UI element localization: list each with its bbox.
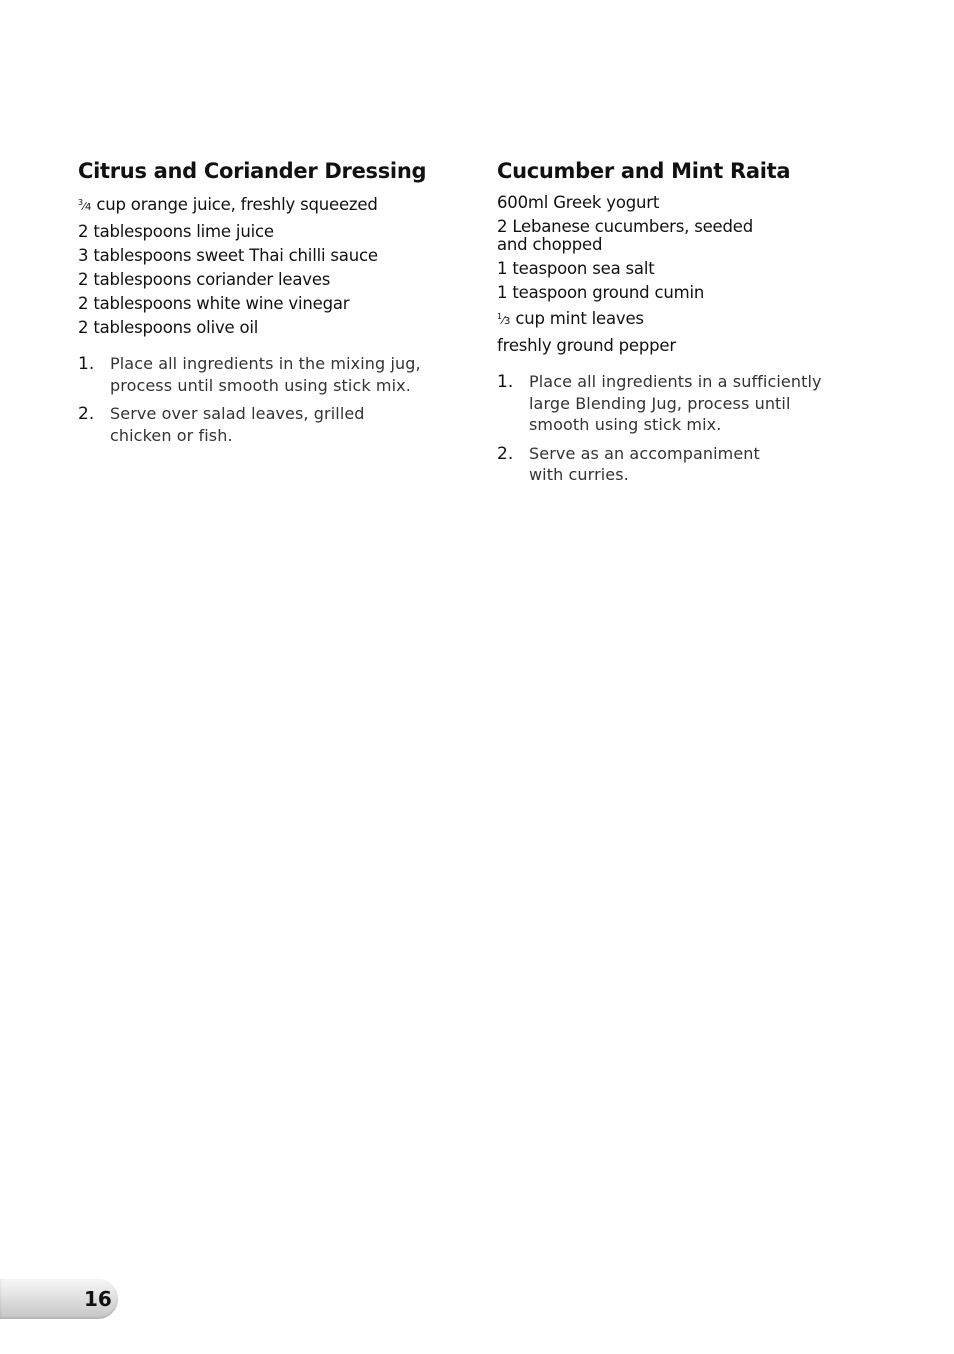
ingredient-item [78,194,468,217]
fraction-numerator: 1 [497,312,503,321]
ingredient-text: cup mint leaves [515,309,644,328]
ingredient-item [497,260,877,278]
ingredient-text: 1 teaspoon ground cumin [497,283,705,302]
ingredient-text: 3 tablespoons sweet Thai chilli sauce [78,246,378,265]
step-text: Place all ingredients in the mixing jug, process until smooth using stick mix. [110,354,421,395]
step-text: Place all ingredients in a sufficiently large Blending Jug, process until smooth using stick mix. [529,372,822,434]
step-text: Serve over salad leaves, grilled chicken or fish. [110,404,365,445]
step-text: Serve as an accompaniment with curries. [529,443,760,484]
step-number: 1. [497,372,514,392]
ingredient-text: 600ml Greek yogurt [497,193,660,212]
ingredient-item [78,271,468,289]
ingredient-text: 2 tablespoons white wine vinegar [78,294,350,313]
ingredient-text: 2 tablespoons olive oil [78,318,259,337]
method-step [497,371,877,436]
ingredient-list [497,194,877,355]
ingredient-item [78,295,468,313]
method-steps [497,371,877,486]
method-steps [78,353,468,446]
ingredient-item [497,218,877,254]
ingredient-list [78,194,468,337]
step-number: 2. [78,404,95,424]
fraction: $^1$⁄3 [497,312,511,327]
method-step [497,443,877,486]
fraction-numerator: 3 [78,198,84,207]
method-step [78,403,468,446]
ingredient-item [78,223,468,241]
ingredient-text: 2 tablespoons coriander leaves [78,270,331,289]
ingredient-item [497,337,877,355]
ingredient-text: 2 tablespoons lime juice [78,222,274,241]
ingredient-item [497,194,877,212]
step-number: 1. [78,354,95,374]
step-number: 2. [497,443,514,464]
fraction-denominator: 3 [503,316,511,327]
ingredient-text: freshly ground pepper [497,336,676,355]
ingredient-item [78,247,468,265]
ingredient-text: 2 Lebanese cucumbers, seeded and chopped [497,217,754,254]
page-number: 16 [84,1287,112,1311]
method-step [78,353,468,396]
recipe-title: Cucumber and Mint Raita [497,159,791,183]
ingredient-text: cup orange juice, freshly squeezed [96,195,378,214]
ingredient-item [78,319,468,337]
recipe-citrus-coriander-dressing [78,156,468,453]
fraction: $^3$⁄4 [78,198,92,213]
recipe-cucumber-mint-raita [497,156,877,493]
ingredient-item [497,308,877,331]
ingredient-text: 1 teaspoon sea salt [497,259,655,278]
fraction-denominator: 4 [84,202,92,213]
recipe-title: Citrus and Coriander Dressing [78,159,427,183]
ingredient-item [497,284,877,302]
